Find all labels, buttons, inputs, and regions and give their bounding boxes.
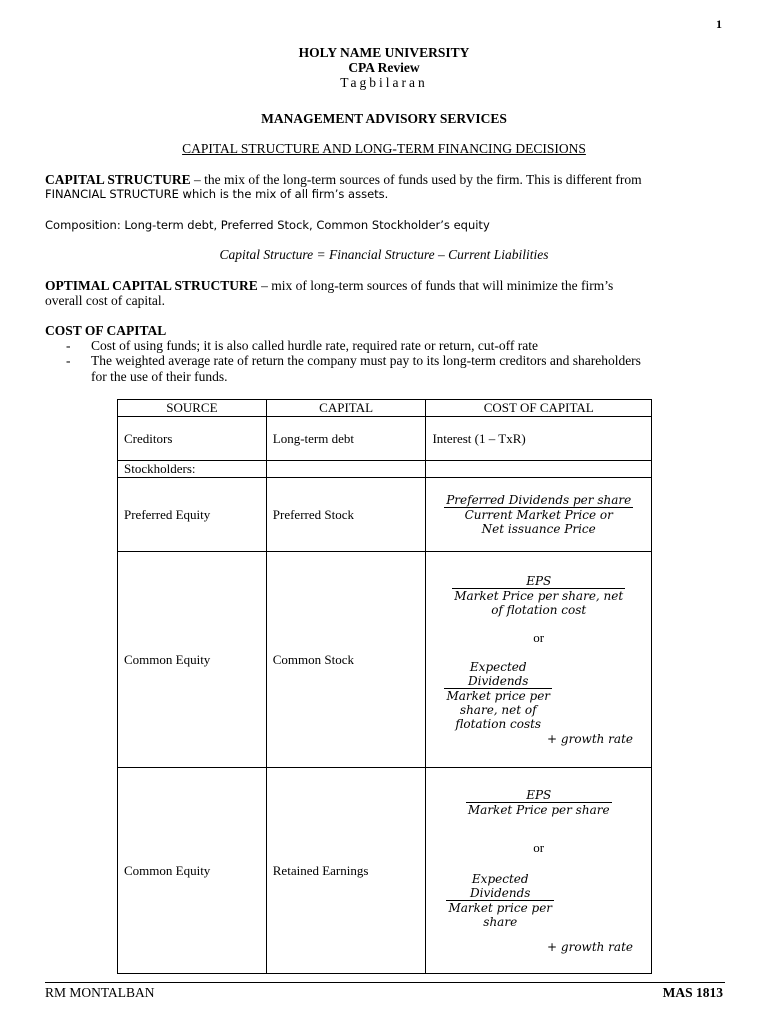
bullet-2-line-2: for the use of their funds. (91, 368, 228, 384)
optimal-def-line-2: overall cost of capital. (45, 293, 165, 308)
subject-title: MANAGEMENT ADVISORY SERVICES (261, 111, 507, 126)
capital-structure-term: CAPITAL STRUCTURE (45, 172, 191, 187)
page-number: 1 (716, 17, 722, 31)
common-div-den-line-3: flotation costs (455, 716, 542, 731)
bullet-dash-1: - (66, 338, 71, 353)
retained-growth-rate: + growth rate (547, 939, 633, 954)
creditors-source: Creditors (118, 417, 267, 461)
common-eps-den-line-2: of flotation cost (491, 602, 587, 617)
capital-structure-def-line-1: – the mix of the long-term sources of funds used by the firm. This is different from (190, 172, 642, 187)
capital-structure-formula: Capital Structure = Financial Structure – Current Liabilities (219, 247, 549, 262)
capital-structure-def-line-2: FINANCIAL STRUCTURE which is the mix of all firm’s assets. (45, 187, 389, 201)
preferred-cost (426, 478, 652, 552)
creditors-capital: Long-term debt (266, 417, 426, 461)
capital-structure-definition (45, 172, 725, 202)
common-cost (426, 552, 652, 768)
cost-of-capital-bullet-2 (91, 353, 721, 384)
optimal-term: OPTIMAL CAPITAL STRUCTURE (45, 278, 258, 293)
common-eps-denominator (452, 588, 625, 617)
retained-dividend-numerator (446, 872, 554, 900)
common-div-den-line-1: Market price per (446, 688, 551, 703)
table-row-creditors (118, 417, 652, 461)
preferred-den-line-2: Net issuance Price (481, 521, 596, 536)
footer-rule (45, 982, 725, 983)
common-or: or (533, 629, 545, 645)
common-eps-numerator: EPS (526, 573, 552, 588)
common-growth-rate: + growth rate (547, 731, 633, 746)
preferred-source: Preferred Equity (118, 478, 267, 552)
university-name: HOLY NAME UNIVERSITY (298, 45, 470, 60)
preferred-numerator: Preferred Dividends per share (446, 492, 632, 507)
common-div-num-line-2: Dividends (468, 673, 529, 688)
common-div-num-line-1: Expected (469, 659, 527, 674)
optimal-capital-structure-definition (45, 278, 725, 308)
header-cost: COST OF CAPITAL (426, 400, 652, 417)
retained-dividend-fraction (446, 872, 554, 929)
program-name: CPA Review (348, 60, 420, 75)
common-source: Common Equity (118, 552, 267, 768)
common-dividend-denominator (444, 688, 552, 731)
stockholders-label: Stockholders: (118, 461, 267, 478)
cost-of-capital-heading: COST OF CAPITAL (45, 323, 167, 338)
retained-div-num-line-2: Dividends (470, 885, 531, 900)
common-eps-fraction (452, 574, 625, 617)
common-capital: Common Stock (266, 552, 426, 768)
retained-source: Common Equity (118, 768, 267, 974)
preferred-denominator (444, 507, 633, 536)
retained-eps-denominator: Market Price per share (467, 802, 610, 817)
retained-eps-numerator: EPS (526, 787, 552, 802)
cost-of-capital-bullet-1: Cost of using funds; it is also called hurdle rate, required rate or return, cut-off rate (91, 338, 538, 353)
footer-author: RM MONTALBAN (45, 985, 155, 1000)
creditors-cost: Interest (1 – TxR) (426, 417, 652, 461)
preferred-den-line-1: Current Market Price or (464, 507, 613, 522)
location: Tagbilaran (340, 75, 428, 90)
preferred-capital: Preferred Stock (266, 478, 426, 552)
retained-dividend-denominator (446, 900, 554, 929)
retained-or: or (533, 839, 545, 855)
composition-line: Composition: Long-term debt, Preferred Stock, Common Stockholder’s equity (45, 218, 490, 232)
footer-code: MAS 1813 (662, 985, 723, 1000)
topic-title: CAPITAL STRUCTURE AND LONG-TERM FINANCING DECISIONS (182, 141, 586, 156)
header-capital: CAPITAL (266, 400, 426, 417)
table-header-row (118, 400, 652, 417)
retained-div-den-line-2: share (483, 914, 518, 929)
table-row-retained-earnings (118, 768, 652, 974)
bullet-2-line-1: The weighted average rate of return the company must pay to its long-term creditors and shareholders (91, 353, 641, 368)
header-source: SOURCE (118, 400, 267, 417)
common-eps-den-line-1: Market Price per share, net (454, 588, 624, 603)
table-row-preferred (118, 478, 652, 552)
table-row-common-stock (118, 552, 652, 768)
cost-of-capital-table (117, 399, 652, 974)
common-div-den-line-2: share, net of (459, 702, 537, 717)
retained-capital: Retained Earnings (266, 768, 426, 974)
retained-cost (426, 768, 652, 974)
preferred-cost-fraction (444, 493, 633, 536)
table-row-stockholders (118, 461, 652, 478)
retained-div-den-line-1: Market price per (448, 900, 553, 915)
common-dividend-numerator (444, 660, 552, 688)
common-dividend-fraction (444, 660, 552, 731)
retained-eps-fraction (466, 788, 612, 817)
optimal-def-line-1: – mix of long-term sources of funds that will minimize the firm’s (257, 278, 614, 293)
retained-div-num-line-1: Expected (471, 871, 529, 886)
bullet-dash-2: - (66, 353, 71, 368)
